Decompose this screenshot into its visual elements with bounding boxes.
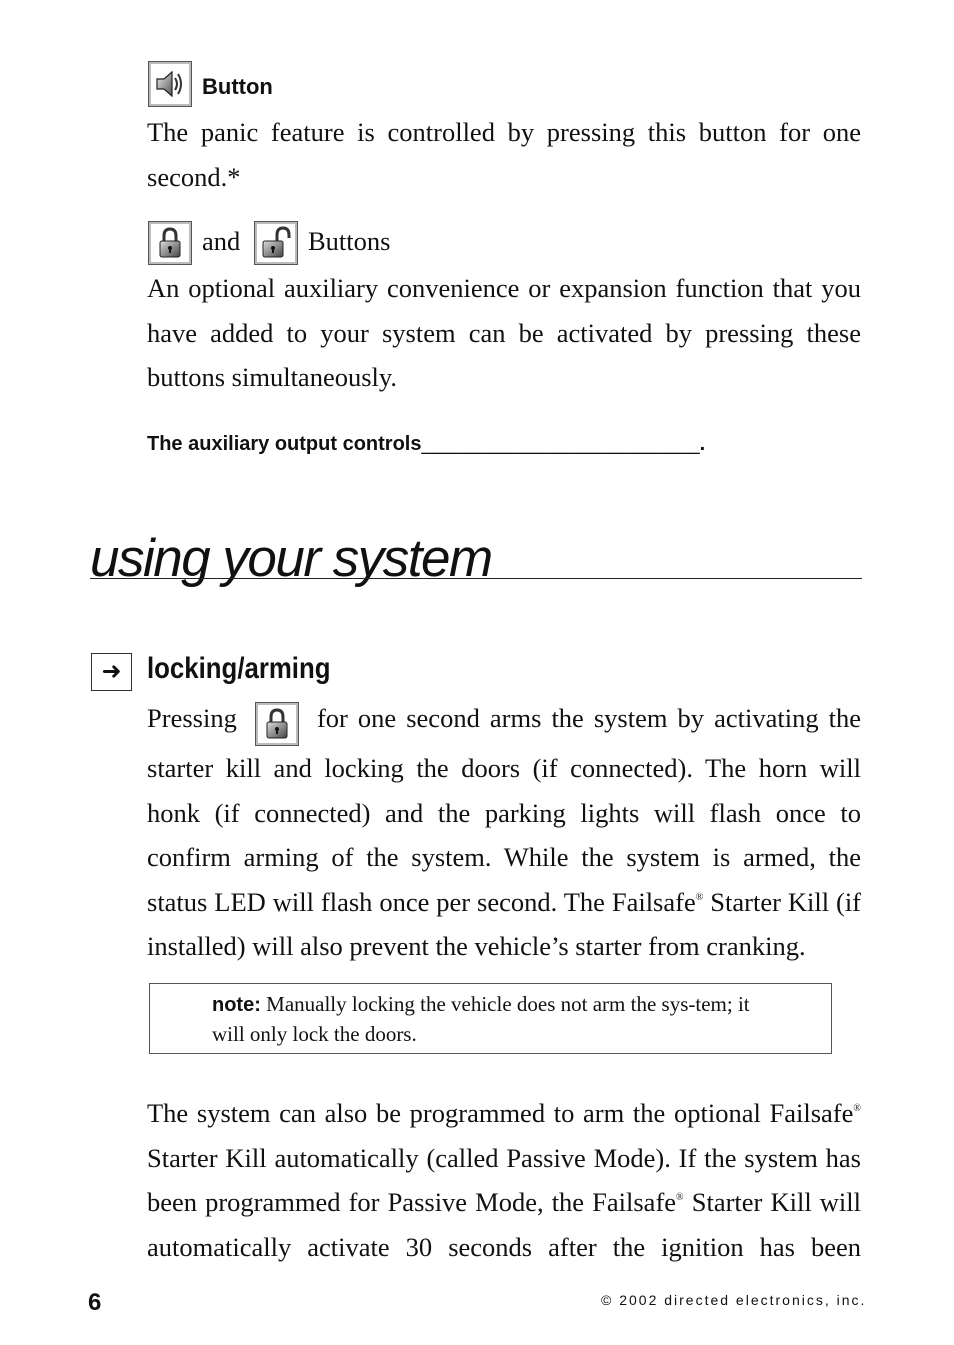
note-text: note: Manually locking the vehicle does not arm the sys-tem; it will only lock the doors. bbox=[212, 992, 750, 1046]
speaker-icon bbox=[153, 67, 187, 101]
unlock-icon bbox=[260, 226, 292, 260]
copyright-footer: © 2002 directed electronics, inc. bbox=[601, 1292, 867, 1308]
speaker-button-description: The panic feature is controlled by pressing this button for one second.* bbox=[147, 117, 861, 192]
inline-lock-button-icon-box bbox=[255, 702, 299, 746]
aux-output-blank[interactable]: _________________________ bbox=[421, 433, 700, 455]
speaker-button-icon-box bbox=[148, 61, 192, 107]
unlock-button-icon-box bbox=[254, 221, 298, 265]
aux-output-line: The auxiliary output controls_________________________. bbox=[147, 433, 706, 455]
aux-function-description: An optional auxiliary convenience or expansion function that you have added to your system can be activated by pressing these buttons simultaneously. bbox=[147, 273, 861, 392]
note-label: note: bbox=[212, 994, 261, 1016]
chapter-title: using your system bbox=[90, 529, 492, 588]
lock-button-icon-box bbox=[148, 221, 192, 265]
lock-icon bbox=[262, 707, 292, 741]
section-arrow-box bbox=[91, 653, 132, 691]
passive-mode-paragraph: The system can also be programmed to arm the optional Failsafe® Starter Kill automatically (called Passive Mode). If the system has been programmed for Passive Mode, the Failsafe® Starter Kill will automatically activate 30 seconds after the ignition has been bbox=[147, 1098, 861, 1262]
page-number: 6 bbox=[88, 1289, 102, 1316]
chapter-title-rule bbox=[90, 578, 862, 579]
speaker-button-heading: Button bbox=[202, 74, 273, 99]
and-word: and bbox=[202, 226, 241, 256]
arrow-right-icon: ➜ bbox=[101, 658, 122, 685]
note-box bbox=[149, 983, 832, 1054]
locking-arming-heading: locking/arming bbox=[147, 652, 331, 685]
buttons-word: Buttons bbox=[308, 226, 391, 256]
lock-icon bbox=[155, 226, 185, 260]
locking-paragraph: Pressing for one second arms the system by activating the starter kill and locking the doors (if connected). The horn will honk (if connected) and the parking lights will flash once to confirm arming of the system. While the system is armed, the status LED will flash once per second. The Failsafe® Starter Kill (if installed) will also prevent the vehicle’s starter from cranking. bbox=[147, 703, 862, 961]
